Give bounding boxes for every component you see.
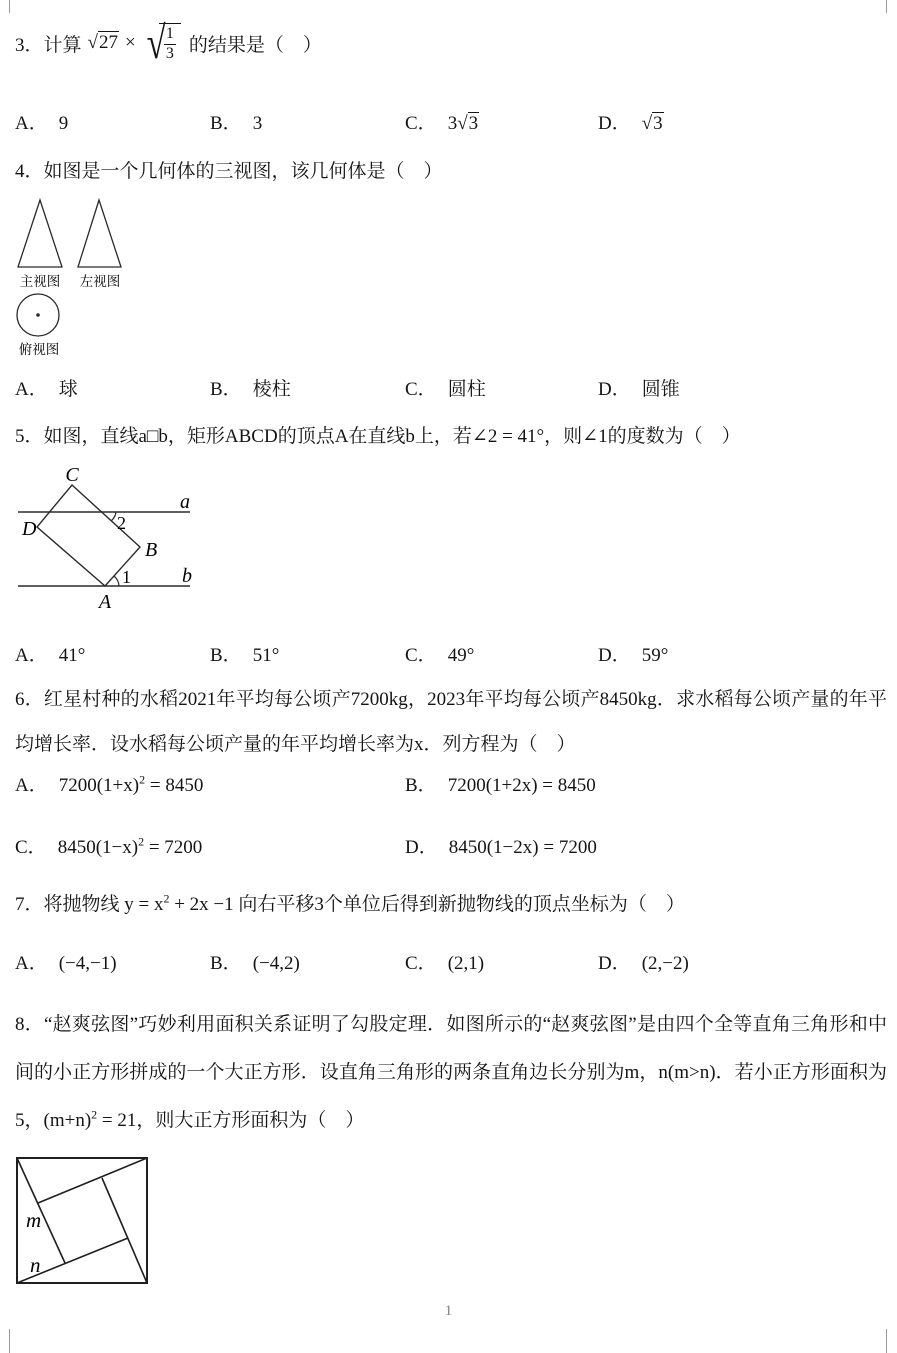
vertex-b-label: B	[145, 539, 158, 561]
option-a: A． $7200(1+x)^2 = 8450$	[15, 772, 204, 796]
zhao-shuang-chord-figure	[16, 1156, 150, 1288]
angle-2-label: 2	[117, 513, 126, 533]
question-7-options	[0, 948, 897, 978]
option-c: C． 3√3	[405, 113, 479, 134]
question-3-options	[0, 108, 897, 138]
question-4-options	[0, 374, 897, 404]
circle-center-dot	[36, 313, 40, 317]
top-view-label: 俯视图	[18, 342, 60, 357]
option-a: A． 球	[15, 379, 78, 400]
option-b: B． 3	[210, 113, 263, 134]
left-view-label: 左视图	[79, 274, 121, 289]
leg-m-label: m	[26, 1208, 42, 1232]
option-d: D． √3	[598, 113, 663, 134]
q3-stem-prefix: 3．计算	[15, 34, 82, 56]
q3-frac-denominator: 3	[165, 44, 174, 62]
frame-mark-top-right	[886, 0, 887, 13]
question-6-options-row-1	[0, 770, 897, 800]
radical-sign: √	[146, 17, 163, 68]
frame-mark-top-left	[9, 0, 10, 13]
question-4-stem: 4．如图是一个几何体的三视图，该几何体是（ ）	[15, 161, 443, 182]
left-view-triangle	[78, 200, 121, 267]
angle-1-label: 1	[122, 567, 131, 587]
option-c: C． (2,1)	[405, 953, 485, 974]
q3-stem-suffix: 的结果是（ ）	[188, 34, 322, 56]
question-6-stem: 6．红星村种的水稻2021年平均每公顷产7200kg，2023年平均每公顷产8450kg．求水稻每公顷产量的年平均增长率．设水稻每公顷产量的年平均增长率为x．列方程为（ ）	[15, 689, 887, 755]
option-a: A． 41°	[15, 645, 86, 666]
option-c: C． $8450(1-x)^2 = 7200$	[15, 834, 203, 858]
leg-n-label: n	[30, 1253, 41, 1277]
question-7-stem: 7．将抛物线 $y = x^2 + 2x -1$ 向右平移3个单位后得到新抛物线的顶点坐标为（ ）	[15, 891, 685, 915]
option-d: D． 圆锥	[598, 379, 680, 400]
option-d: D． 59°	[598, 645, 669, 666]
option-b: B． 棱柱	[210, 379, 291, 400]
option-b: B． 51°	[210, 645, 280, 666]
vertex-d-label: D	[22, 518, 37, 540]
option-d: D． (2,−2)	[598, 953, 689, 974]
line-a-label: a	[180, 491, 190, 513]
three-views-figure	[15, 192, 137, 364]
question-8-stem: 8．“赵爽弦图”巧妙利用面积关系证明了勾股定理．如图所示的“赵爽弦图”是由四个全等直角三角形和中间的小正方形拼成的一个大正方形．设直角三角形的两条直角边长分别为m，n(m>n)．若小正方形面积为5，$(m+n)^2 = 21$，则大正方形面积为（ ）	[15, 1014, 887, 1131]
frame-mark-bottom-left	[9, 1329, 10, 1353]
q3-sqrt-fraction	[144, 17, 181, 68]
question-5-options	[0, 640, 897, 670]
frame-mark-bottom-right	[886, 1329, 887, 1353]
front-view-label: 主视图	[19, 274, 61, 289]
front-view-triangle	[18, 200, 62, 267]
question-6-options-row-2	[0, 832, 897, 862]
option-b: B． 7200(1+2x) = 8450	[405, 775, 596, 796]
option-c: C． 圆柱	[405, 379, 486, 400]
q3-sqrt-27: √27	[87, 32, 118, 53]
parallel-lines-rectangle-figure	[8, 465, 220, 615]
question-3-stem	[15, 14, 322, 72]
triangle-leg-line-2	[38, 1158, 147, 1203]
angle-1-arc	[114, 576, 119, 586]
angle-2-arc	[111, 512, 116, 521]
page-number: 1	[444, 1303, 453, 1319]
option-a: A． 9	[15, 113, 69, 134]
option-c: C． 49°	[405, 645, 475, 666]
q3-multiply-sign: ×	[124, 32, 136, 53]
vertex-c-label: C	[65, 465, 79, 486]
question-5-stem: 5．如图，直线a□b，矩形ABCD的顶点A在直线b上，若∠2 = 41°，则∠1的度数为（ ）	[15, 426, 741, 447]
triangle-leg-line-3	[102, 1178, 147, 1283]
vertex-a-label: A	[98, 591, 112, 613]
option-a: A． (−4,−1)	[15, 953, 117, 974]
line-b-label: b	[182, 565, 192, 587]
q3-frac-numerator: 1	[164, 25, 176, 44]
option-d: D． 8450(1−2x) = 7200	[405, 837, 597, 858]
option-b: B． (−4,2)	[210, 953, 300, 974]
